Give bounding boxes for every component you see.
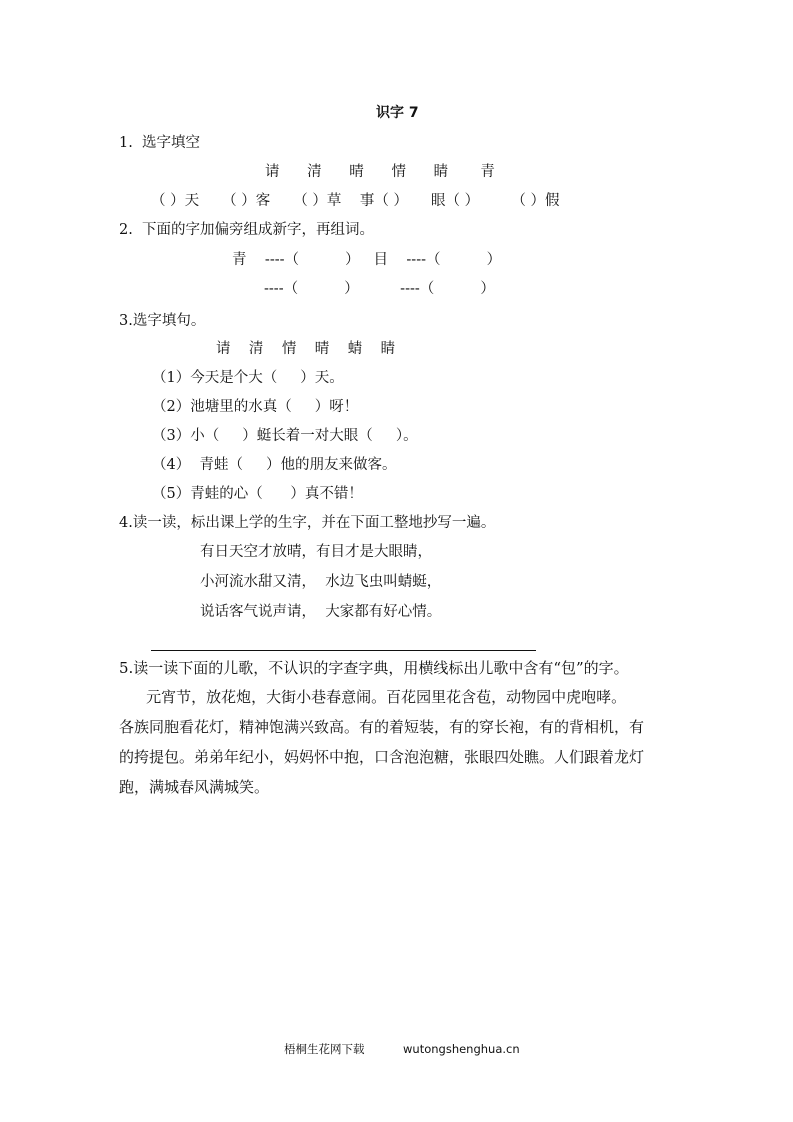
question-3-heading: 3.选字填句。: [119, 313, 206, 329]
question-3-item: （2）池塘里的水真（ ）呀！: [152, 399, 359, 415]
rhyme-line: 各族同胞看花灯，精神饱满兴致高。有的着短装，有的穿长袍，有的背相机，有: [119, 718, 645, 736]
poem-line: 说话客气说声请， 大家都有好心情。: [200, 604, 442, 620]
page-title: 识字 7: [376, 105, 419, 121]
question-4-heading: 4.读一读，标出课上学的生字，并在下面工整地抄写一遍。: [119, 515, 496, 531]
poem-line: 小河流水甜又清， 水边飞虫叫蜻蜓，: [200, 574, 442, 590]
question-1-char-options: 请 清 晴 情 睛 青: [265, 164, 495, 180]
rhyme-line: 跑，满城春风满城笑。: [119, 778, 270, 796]
question-3-char-options: 请 清 情 晴 蜻 睛: [216, 341, 396, 357]
rhyme-line: 的挎提包。弟弟年纪小，妈妈怀中抱，口含泡泡糖，张眼四处瞧。人们跟着龙灯: [119, 748, 645, 766]
footer-source: 梧桐生花网下载: [284, 1042, 365, 1056]
footer-url[interactable]: wutongshenghua.cn: [403, 1042, 520, 1056]
question-1-heading: 1. 选字填空: [119, 135, 201, 151]
copy-writing-line: [151, 650, 536, 651]
question-2-heading: 2. 下面的字加偏旁组成新字，再组词。: [119, 222, 375, 238]
question-1-blanks: （ ）天 （ ）客 （ ）草 事（ ） 眼（ ） （ ）假: [151, 193, 560, 209]
question-2-row-2: ----（ ） ----（ ）: [264, 281, 495, 297]
question-3-item: （3）小（ ）蜓长着一对大眼（ ）。: [152, 428, 418, 444]
poem-line: 有日天空才放晴，有目才是大眼睛，: [200, 544, 432, 560]
question-5-heading: 5.读一读下面的儿歌，不认识的字查字典，用横线标出儿歌中含有“包”的字。: [119, 659, 629, 677]
question-3-item: （1）今天是个大（ ）天。: [152, 370, 344, 386]
question-3-item: （5）青蛙的心（ ）真不错！: [152, 486, 363, 502]
question-2-row-1: 青 ----（ ） 目 ----（ ）: [232, 252, 502, 268]
question-3-item: （4） 青蛙（ ）他的朋友来做客。: [152, 457, 397, 473]
rhyme-line: 元宵节，放花炮，大街小巷春意闹。百花园里花含苞，动物园中虎咆哮。: [127, 688, 627, 706]
